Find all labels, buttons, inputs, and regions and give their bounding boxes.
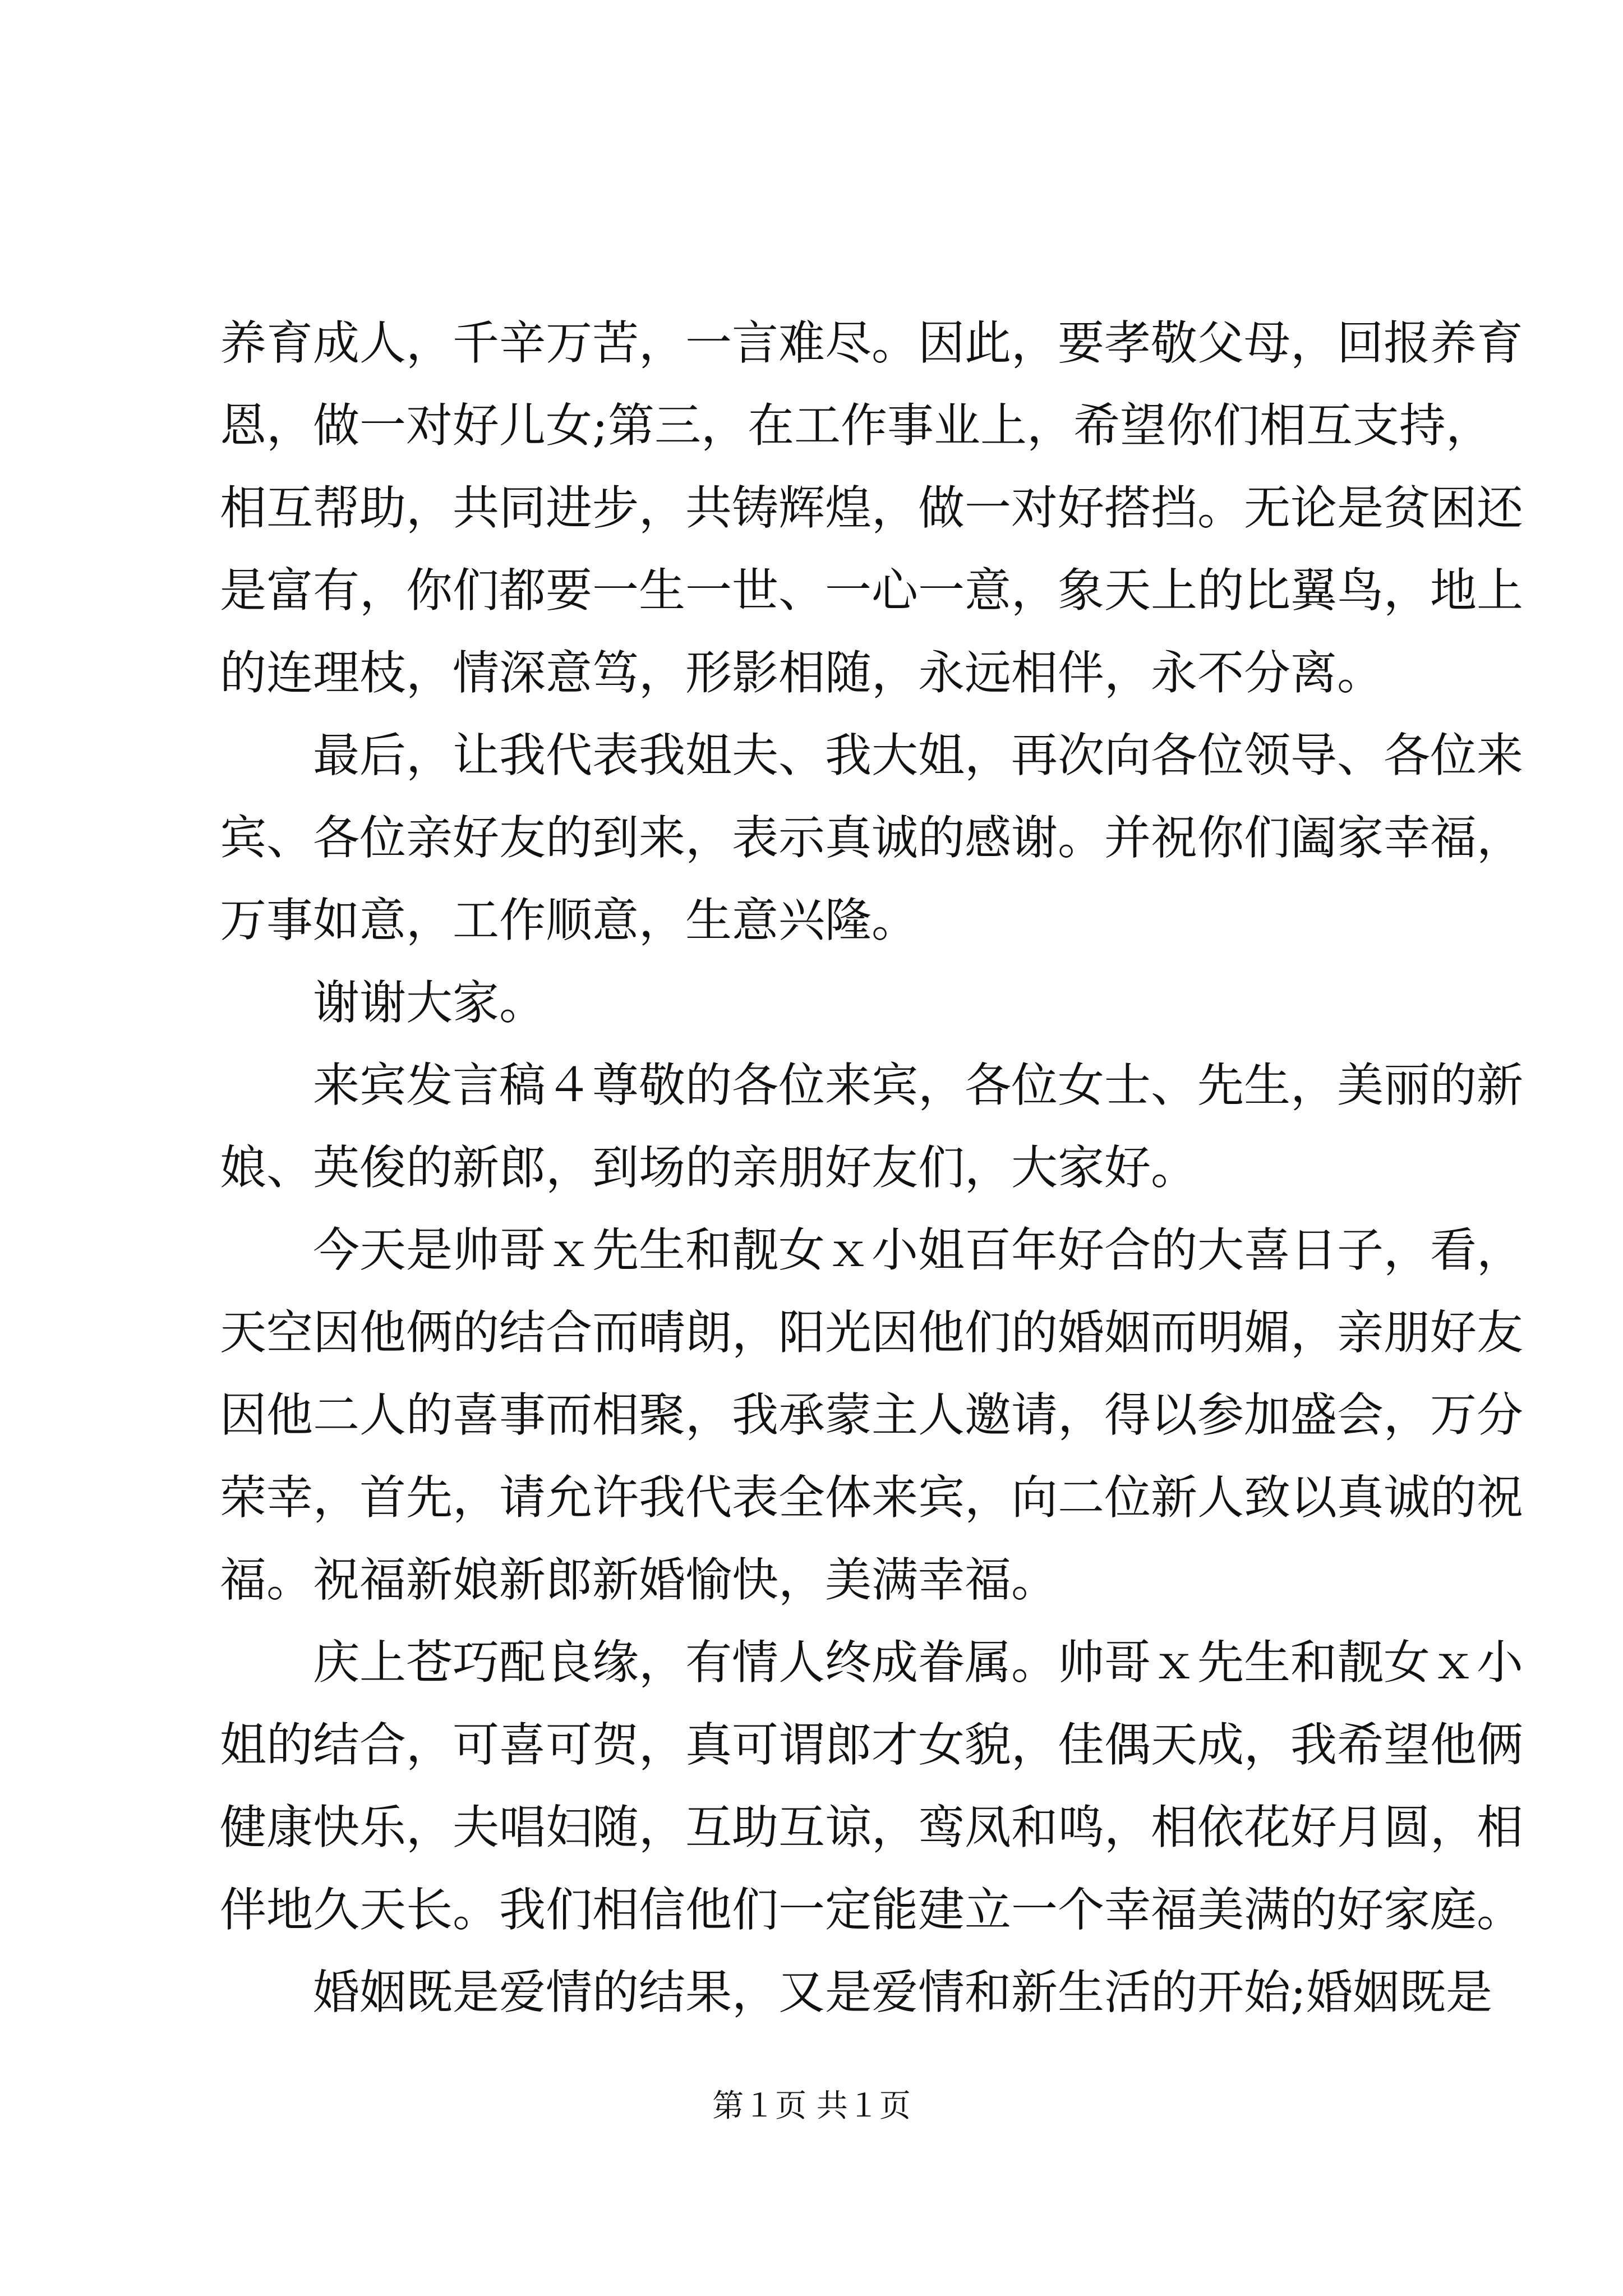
text-line: 最后，让我代表我姐夫、我大姐，再次向各位领导、各位来 xyxy=(220,728,1523,783)
text-line: 的连理枝，情深意笃，形影相随，永远相伴，永不分离。 xyxy=(220,646,1384,700)
text-line: 万事如意，工作顺意，生意兴隆。 xyxy=(220,893,918,947)
page-footer xyxy=(0,2084,1623,2129)
text-line: 谢谢大家。 xyxy=(220,976,546,1030)
text-line: 荣幸，首先，请允许我代表全体来宾，向二位新人致以真诚的祝 xyxy=(220,1470,1523,1525)
text-line: 因他二人的喜事而相聚，我承蒙主人邀请，得以参加盛会，万分 xyxy=(220,1388,1523,1442)
text-line: 宾、各位亲好友的到来，表示真诚的感谢。并祝你们阖家幸福， xyxy=(220,811,1523,865)
text-line: 姐的结合，可喜可贺，真可谓郎才女貌，佳偶天成，我希望他俩 xyxy=(220,1718,1523,1772)
text-line: 庆上苍巧配良缘，有情人终成眷属。帅哥ｘ先生和靓女ｘ小 xyxy=(220,1635,1523,1690)
page-number: 第１页 共１页 xyxy=(712,2088,911,2124)
text-line: 相互帮助，共同进步，共铸辉煌，做一对好搭挡。无论是贫困还 xyxy=(220,481,1523,535)
text-line: 今天是帅哥ｘ先生和靓女ｘ小姐百年好合的大喜日子，看， xyxy=(220,1223,1523,1277)
document-body xyxy=(220,302,1523,2033)
text-line: 恩，做一对好儿女;第三，在工作事业上，希望你们相互支持， xyxy=(220,398,1492,453)
text-line: 福。祝福新娘新郎新婚愉快，美满幸福。 xyxy=(220,1553,1058,1607)
text-line: 娘、英俊的新郎，到场的亲朋好友们，大家好。 xyxy=(220,1140,1197,1195)
text-line: 来宾发言稿４尊敬的各位来宾，各位女士、先生，美丽的新 xyxy=(220,1058,1523,1112)
text-line: 天空因他俩的结合而晴朗，阳光因他们的婚姻而明媚，亲朋好友 xyxy=(220,1305,1523,1360)
text-line: 是富有，你们都要一生一世、一心一意，象天上的比翼鸟，地上 xyxy=(220,563,1523,618)
text-line: 伴地久天长。我们相信他们一定能建立一个幸福美满的好家庭。 xyxy=(220,1883,1523,1937)
text-line: 婚姻既是爱情的结果，又是爱情和新生活的开始;婚姻既是 xyxy=(220,1965,1492,2019)
text-line: 养育成人，千辛万苦，一言难尽。因此，要孝敬父母，回报养育 xyxy=(220,316,1523,370)
text-line: 健康快乐，夫唱妇随，互助互谅，鸾凤和鸣，相依花好月圆，相 xyxy=(220,1800,1523,1855)
